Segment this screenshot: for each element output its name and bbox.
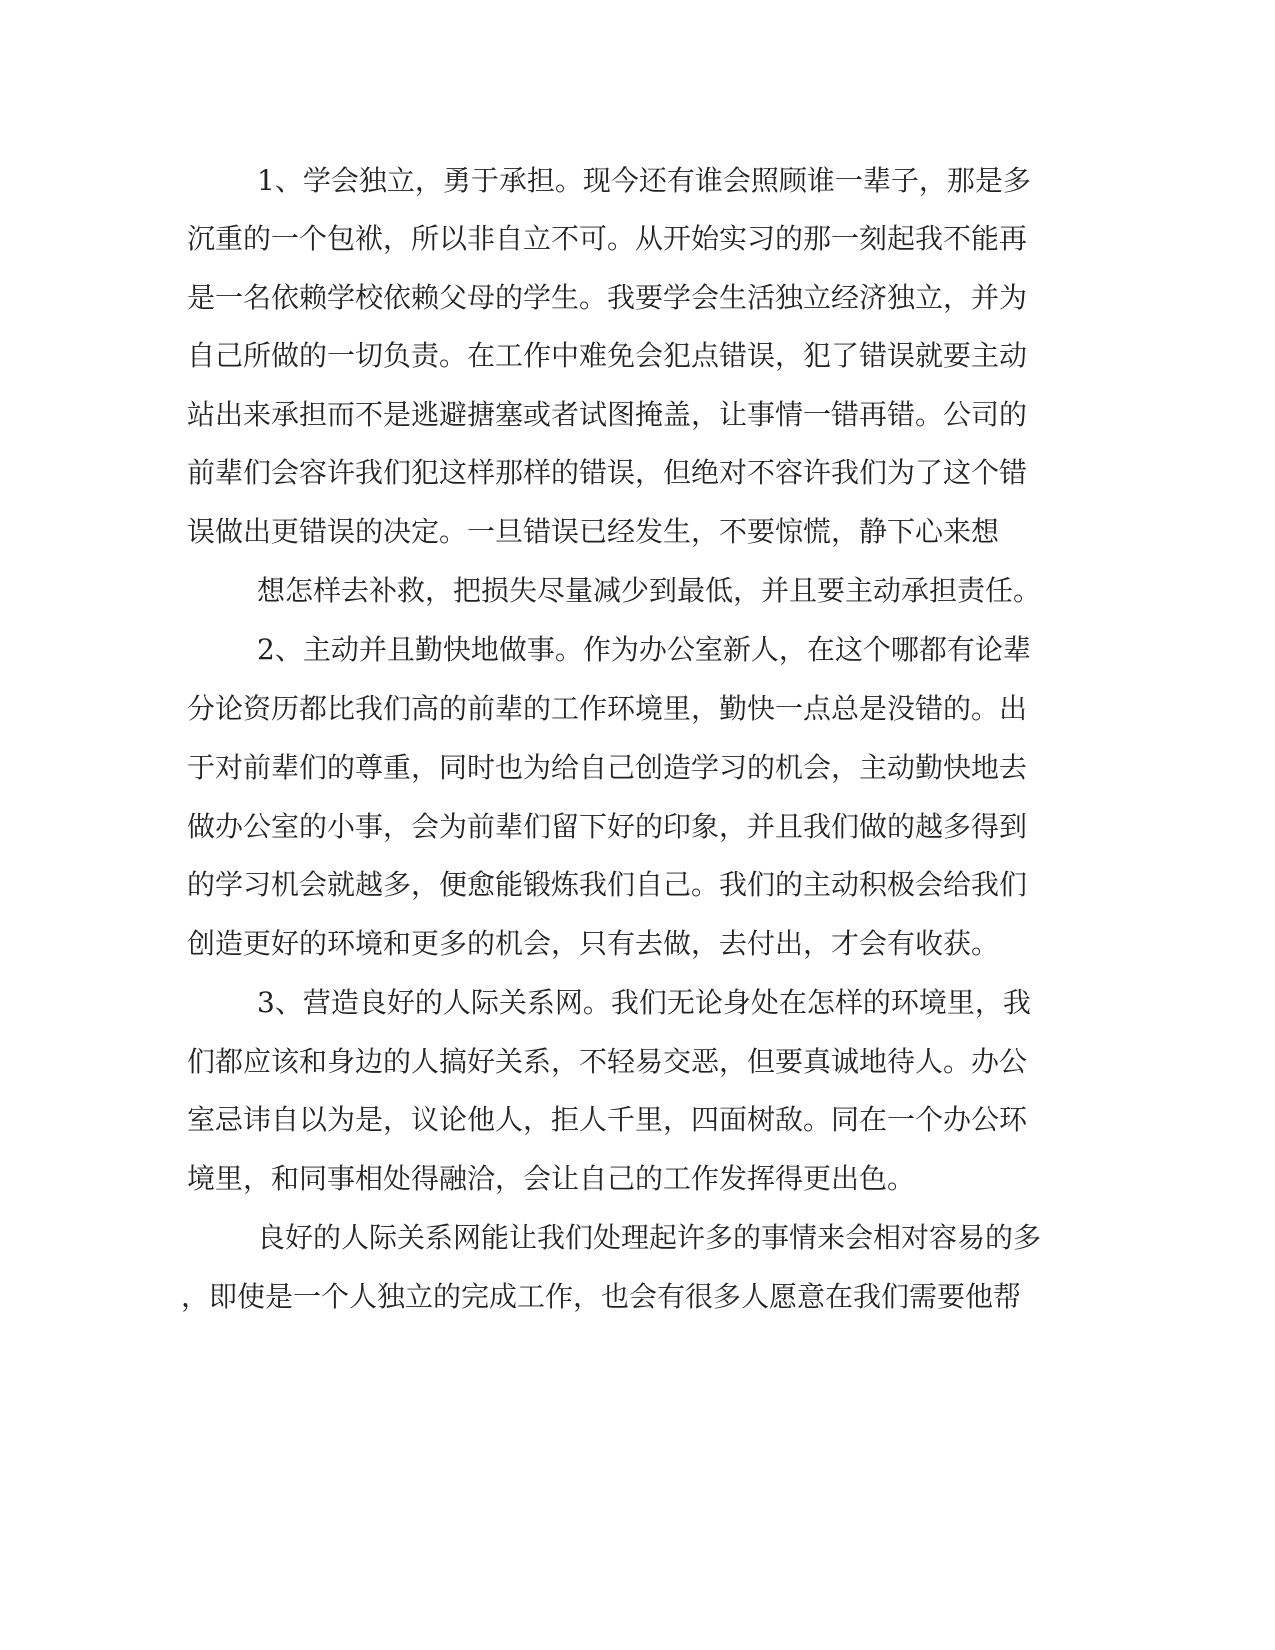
paragraph-3-line-1: 2、主动并且勤快地做事。作为办公室新人，在这个哪都有论辈 bbox=[257, 633, 1031, 666]
paragraph-5-line-1: 良好的人际关系网能让我们处理起许多的事情来会相对容易的多 bbox=[257, 1221, 1042, 1254]
paragraph-4-line-4: 境里，和同事相处得融洽，会让自己的工作发挥得更出色。 bbox=[187, 1162, 916, 1195]
paragraph-1-line-1: 1、学会独立，勇于承担。现今还有谁会照顾谁一辈子，那是多 bbox=[257, 164, 1031, 197]
paragraph-3-line-2: 分论资历都比我们高的前辈的工作环境里，勤快一点总是没错的。出 bbox=[187, 692, 1028, 725]
paragraph-3-line-6: 创造更好的环境和更多的机会，只有去做，去付出，才会有收获。 bbox=[187, 927, 1000, 960]
paragraph-1-line-2: 沉重的一个包袱，所以非自立不可。从开始实习的那一刻起我不能再 bbox=[187, 222, 1028, 255]
paragraph-1-line-4: 自己所做的一切负责。在工作中难免会犯点错误，犯了错误就要主动 bbox=[187, 339, 1028, 372]
paragraph-3-line-3: 于对前辈们的尊重，同时也为给自己创造学习的机会，主动勤快地去 bbox=[187, 751, 1028, 784]
paragraph-3-line-4: 做办公室的小事，会为前辈们留下好的印象，并且我们做的越多得到 bbox=[187, 810, 1028, 843]
paragraph-4-line-3: 室忌讳自以为是，议论他人，拒人千里，四面树敌。同在一个办公环 bbox=[187, 1103, 1028, 1136]
paragraph-1-line-7: 误做出更错误的决定。一旦错误已经发生，不要惊慌，静下心来想 bbox=[187, 515, 1000, 548]
paragraph-3-line-5: 的学习机会就越多，便愈能锻炼我们自己。我们的主动积极会给我们 bbox=[187, 868, 1028, 901]
paragraph-5-line-2: ，即使是一个人独立的完成工作，也会有很多人愿意在我们需要他帮 bbox=[181, 1280, 1022, 1313]
paragraph-2-line-1: 想怎样去补救，把损失尽量减少到最低，并且要主动承担责任。 bbox=[257, 574, 1042, 607]
paragraph-4-line-1: 3、营造良好的人际关系网。我们无论身处在怎样的环境里，我 bbox=[257, 986, 1031, 1019]
paragraph-1-line-5: 站出来承担而不是逃避搪塞或者试图掩盖，让事情一错再错。公司的 bbox=[187, 398, 1028, 431]
paragraph-1-line-6: 前辈们会容许我们犯这样那样的错误，但绝对不容许我们为了这个错 bbox=[187, 456, 1028, 489]
paragraph-4-line-2: 们都应该和身边的人搞好关系，不轻易交恶，但要真诚地待人。办公 bbox=[187, 1045, 1028, 1078]
paragraph-1-line-3: 是一名依赖学校依赖父母的学生。我要学会生活独立经济独立，并为 bbox=[187, 281, 1028, 314]
